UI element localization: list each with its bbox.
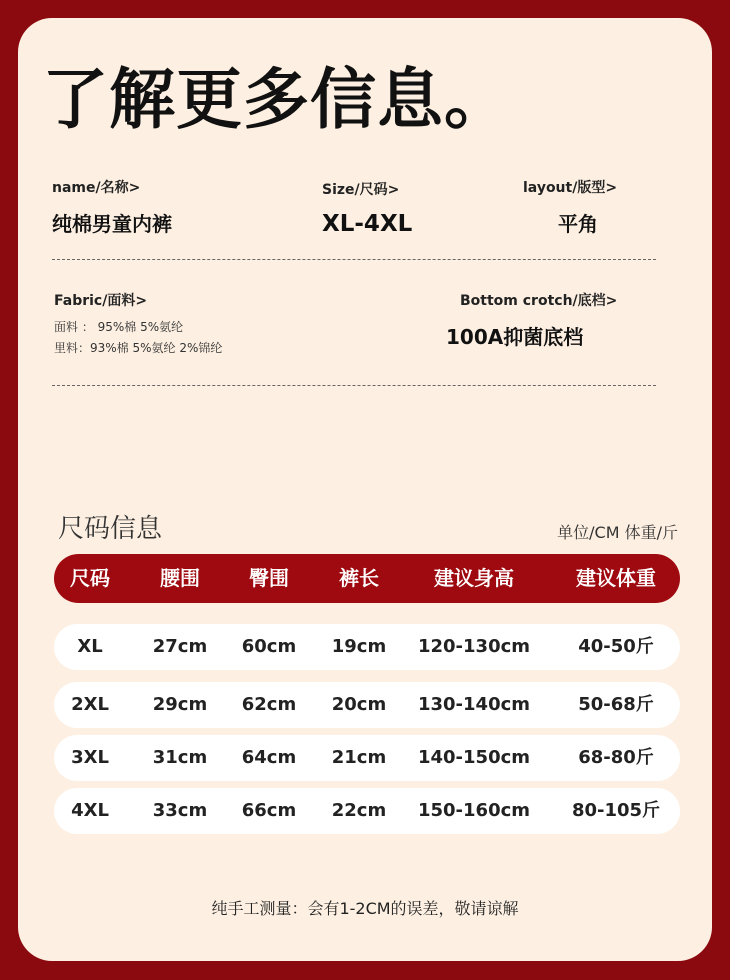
cell-length: 19cm	[331, 636, 387, 657]
cell-weight: 80-105斤	[571, 800, 661, 821]
header-hip: 臀围	[249, 566, 289, 590]
info-card	[18, 18, 712, 961]
cell-length: 20cm	[331, 694, 387, 715]
cell-hip: 66cm	[241, 800, 297, 821]
size-section-title: 尺码信息	[58, 514, 163, 544]
cell-weight: 68-80斤	[578, 747, 654, 768]
fabric-label: Fabric/面料>	[54, 293, 148, 309]
crotch-label: Bottom crotch/底档>	[460, 293, 618, 309]
cell-waist: 33cm	[152, 800, 208, 821]
fabric-line-outer: 面料 ： 95%棉 5%氨纶	[54, 320, 184, 334]
header-height: 建议身高	[434, 566, 514, 590]
page-title: 了解更多信息。	[42, 61, 511, 138]
cell-waist: 31cm	[152, 747, 208, 768]
cell-weight: 50-68斤	[578, 694, 654, 715]
cell-size: 3XL	[71, 747, 109, 768]
header-weight: 建议体重	[576, 566, 656, 590]
divider	[52, 385, 656, 386]
table-row	[54, 682, 680, 728]
fabric-line-inner: 里料：93%棉 5%氨纶 2%锦纶	[54, 341, 223, 355]
cell-size: XL	[77, 636, 103, 657]
name-value: 纯棉男童内裤	[52, 212, 172, 236]
cell-hip: 62cm	[241, 694, 297, 715]
name-label: name/名称>	[52, 180, 141, 196]
layout-label: layout/版型>	[523, 180, 618, 196]
size-label: Size/尺码>	[322, 182, 400, 198]
cell-waist: 27cm	[152, 636, 208, 657]
cell-size: 4XL	[71, 800, 109, 821]
unit-note: 单位/CM 体重/斤	[557, 523, 678, 542]
table-row	[54, 624, 680, 670]
size-value: XL-4XL	[322, 211, 413, 237]
header-waist: 腰围	[160, 566, 200, 590]
cell-height: 150-160cm	[417, 800, 531, 821]
header-size: 尺码	[70, 566, 110, 590]
cell-height: 130-140cm	[417, 694, 531, 715]
layout-value: 平角	[558, 212, 598, 236]
cell-height: 140-150cm	[417, 747, 531, 768]
cell-weight: 40-50斤	[578, 636, 654, 657]
crotch-value: 100A抑菌底档	[446, 325, 584, 349]
cell-hip: 64cm	[241, 747, 297, 768]
cell-size: 2XL	[71, 694, 109, 715]
divider	[52, 259, 656, 260]
cell-height: 120-130cm	[417, 636, 531, 657]
cell-length: 21cm	[331, 747, 387, 768]
table-row	[54, 735, 680, 781]
table-header	[54, 554, 680, 603]
cell-hip: 60cm	[241, 636, 297, 657]
header-length: 裤长	[339, 566, 379, 590]
cell-waist: 29cm	[152, 694, 208, 715]
table-row	[54, 788, 680, 834]
cell-length: 22cm	[331, 800, 387, 821]
measurement-note: 纯手工测量：会有1-2CM的误差，敬请谅解	[211, 899, 519, 918]
